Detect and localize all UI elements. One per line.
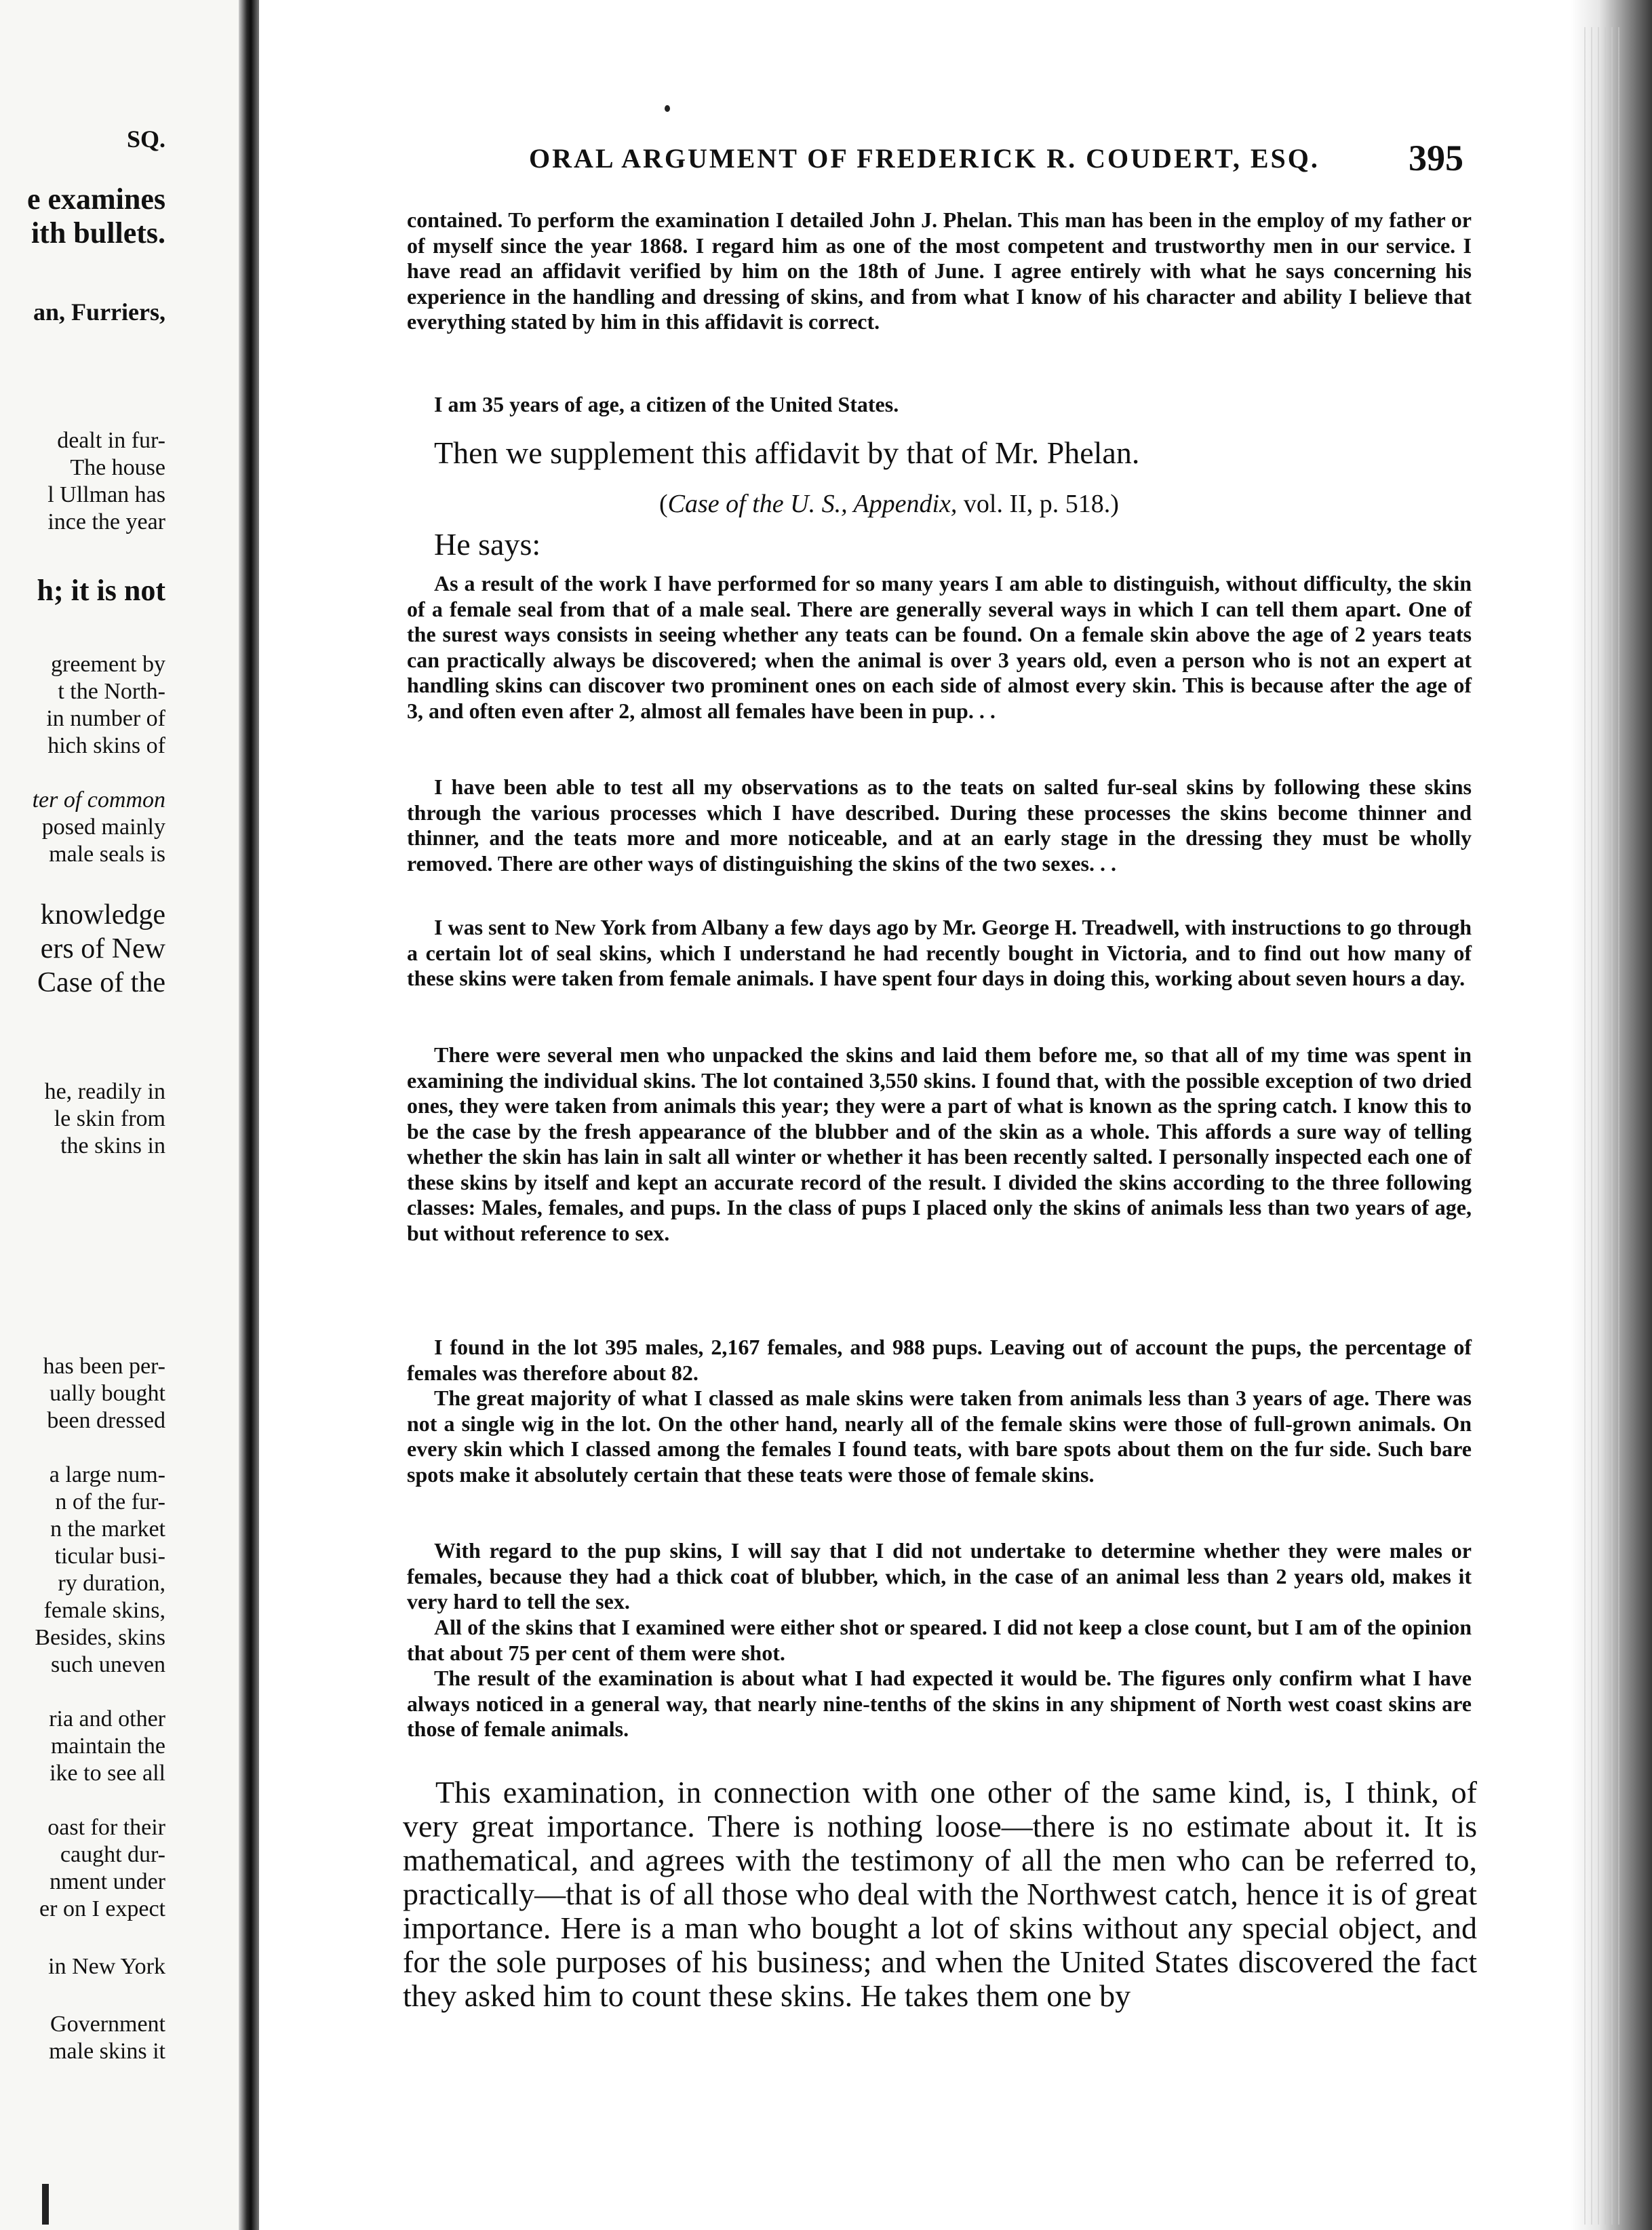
phelan-paragraph-3: I was sent to New York from Albany a few days ago by Mr. George H. Treadwell, with instructions to go through a certain lot of seal skins, which I understand he had recently bought in Victoria, and to find out how many of these skins were taken from female animals. I have spent four days in doing this, working about seven hours a day.: [407, 915, 1472, 990]
age-line: I am 35 years of age, a citizen of the United States.: [434, 392, 899, 416]
left-page-fragment: greement by: [51, 652, 165, 677]
left-page-fragment: ers of New: [40, 933, 165, 964]
left-page-fragment: Besides, skins: [35, 1625, 165, 1650]
left-page-fragment: ually bought: [50, 1381, 165, 1406]
left-page-fragment: The house: [70, 455, 165, 480]
phelan-paragraph-6: The great majority of what I classed as male skins were taken from animals less than 3 years of age. There was not a single wig in the lot. On the other hand, nearly all of the female skins were those of full-grown animals. On every skin which I classed among the females I found teats, with bare spots about them on the fur side. Such bare spots make it absolutely certain that these teats were those of female skins.: [407, 1386, 1472, 1487]
left-page-fragment: a large num-: [49, 1462, 165, 1487]
phelan-paragraph-2: I have been able to test all my observations as to the teats on salted fur-seal skins by following these skins through the various processes which I have described. During these processes the skins become thinner and thinner, and the teats more and more noticeable, and at an early stage in the dressing they must be wholly removed. There are other ways of distinguishing the skins of the two sexes. . .: [407, 775, 1472, 876]
left-page-fragment: dealt in fur-: [57, 428, 165, 453]
page-number: 395: [1409, 138, 1463, 178]
left-page-fragment: nment under: [50, 1869, 165, 1894]
left-page-fragment: female skins,: [43, 1598, 165, 1623]
book-gutter: [239, 0, 259, 2230]
left-page-fragment: such uneven: [50, 1652, 165, 1677]
citation: (Case of the U. S., Appendix, vol. II, p. 518.): [659, 490, 1119, 518]
left-page-fragment: male seals is: [49, 842, 165, 867]
page-stack-lines: [1584, 27, 1625, 2225]
left-page-fragment: n the market: [50, 1517, 165, 1542]
left-facing-page: [0, 0, 239, 2230]
left-page-fragment: le skin from: [54, 1106, 165, 1131]
phelan-paragraph-7: With regard to the pup skins, I will say that I did not undertake to determine whether they were males or females, because they had a thick coat of blubber, which, in the case of an animal less than 2 years old, makes it very hard to tell the sex.: [407, 1538, 1472, 1613]
phelan-paragraph-8: All of the skins that I examined were either shot or speared. I did not keep a close count, but I am of the opinion that about 75 per cent of them were shot.: [407, 1615, 1472, 1665]
left-page-fragment: ticular busi-: [54, 1544, 165, 1569]
left-page-fragment: an, Furriers,: [33, 298, 165, 326]
left-page-fragment: in New York: [48, 1954, 165, 1979]
phelan-paragraph-4: There were several men who unpacked the skins and laid them before me, so that all of my time was spent in examining the individual skins. The lot contained 3,550 skins. I found that, with the possible exception of two dried ones, they were taken from animals this year; they were a part of what is known as the spring catch. I know this to be the case by the fresh appearance of the blubber and of the skin as a whole. This affords a sure way of telling whether the skin has lain in salt all winter or whether it has been recently salted. I personally inspected each one of these skins by itself and kept an accurate record of the result. I divided the skins according to the three following classes: Males, females, and pups. In the class of pups I placed only the skins of animals less than two years of age, but without reference to sex.: [407, 1042, 1472, 1245]
left-page-fragment: Case of the: [37, 967, 165, 998]
left-page-fragment: maintain the: [50, 1734, 165, 1759]
left-page-fragment: ith bullets.: [31, 216, 165, 250]
closing-paragraph: This examination, in connection with one other of the same kind, is, I think, of very great importance. There is nothing loose—there is no estimate about it. It is mathematical, and agrees with the testimony of all the men who can be referred to, practically—that is of all those who deal with the Northwest catch, hence it is of great importance. Here is a man who bought a lot of skins without any special object, and for the sole purposes of his business; and when the United States discovered the fact they asked him to count these skins. He takes them one by: [403, 1775, 1477, 2013]
citation-volume: vol. II, p. 518.: [963, 490, 1111, 518]
left-page-fragment: male skins it: [49, 2039, 165, 2064]
left-page-fragment: ince the year: [47, 509, 165, 534]
left-page-fragment: in number of: [46, 706, 165, 731]
left-page-fragment: hich skins of: [47, 733, 165, 758]
left-page-fragment: n of the fur-: [55, 1489, 165, 1514]
left-page-fragment: the skins in: [60, 1133, 165, 1158]
affidavit-end-paragraph: contained. To perform the examination I detailed John J. Phelan. This man has been in the employ of my father or of myself since the year 1868. I regard him as one of the most competent and trustworthy men in our service. I have read an affidavit verified by him on the 18th of June. I agree entirely with what he says concerning his experience in the handling and dressing of skins, and from what I know of his character and ability I believe that everything stated by him in this affidavit is correct.: [407, 208, 1472, 334]
left-page-fragment: er on I expect: [39, 1896, 165, 1921]
phelan-paragraph-1: As a result of the work I have performed for so many years I am able to distinguish, without difficulty, the skin of a female seal from that of a male seal. There are generally several ways in which I can tell them apart. One of the surest ways consists in seeing whether any teats can be found. On a female skin above the age of 2 years teats can practically always be discovered; when the animal is over 3 years old, even a person who is not an expert at handling skins can discover two prominent ones on each side of almost every skin. This is because after the age of 3, and often even after 2, almost all females have been in pup. . .: [407, 571, 1472, 723]
left-page-fragment: caught dur-: [60, 1842, 165, 1867]
left-page-fragment: oast for their: [47, 1815, 165, 1840]
left-page-fragment: been dressed: [47, 1408, 165, 1433]
left-page-fragment: SQ.: [126, 125, 165, 153]
left-page-fragment: e examines: [26, 182, 165, 216]
citation-source: Case of the U. S., Appendix,: [667, 490, 958, 518]
intro-sentence: Then we supplement this affidavit by that of Mr. Phelan.: [434, 435, 1140, 470]
left-page-fragment: ter of common: [32, 787, 165, 813]
left-page-fragment: ria and other: [49, 1706, 165, 1732]
left-page-fragment: t the North-: [58, 679, 165, 704]
phelan-paragraph-9: The result of the examination is about what I had expected it would be. The figures only confirm what I have always noticed in a general way, that nearly nine-tenths of the skins in any shipment of North west coast skins are those of female animals.: [407, 1666, 1472, 1741]
ink-speck: [665, 105, 670, 112]
margin-mark: [42, 2184, 49, 2225]
left-page-fragment: knowledge: [40, 899, 165, 931]
left-page-fragment: posed mainly: [41, 815, 165, 840]
left-page-fragment: l Ullman has: [47, 482, 165, 507]
left-page-fragment: Government: [50, 2012, 165, 2037]
left-page-fragment: h; it is not: [37, 574, 165, 607]
left-page-fragment: ry duration,: [58, 1571, 165, 1596]
running-head: ORAL ARGUMENT OF FREDERICK R. COUDERT, ESQ.: [529, 143, 1320, 174]
he-says-heading: He says:: [434, 527, 541, 562]
left-page-fragment: has been per-: [43, 1354, 165, 1379]
phelan-paragraph-5: I found in the lot 395 males, 2,167 females, and 988 pups. Leaving out of account the pups, the percentage of females was therefore about 82.: [407, 1335, 1472, 1385]
page-edge-shadow: [1571, 0, 1652, 2230]
page-395: [259, 0, 1571, 2230]
left-page-fragment: he, readily in: [44, 1079, 165, 1104]
left-page-fragment: ike to see all: [50, 1761, 165, 1786]
